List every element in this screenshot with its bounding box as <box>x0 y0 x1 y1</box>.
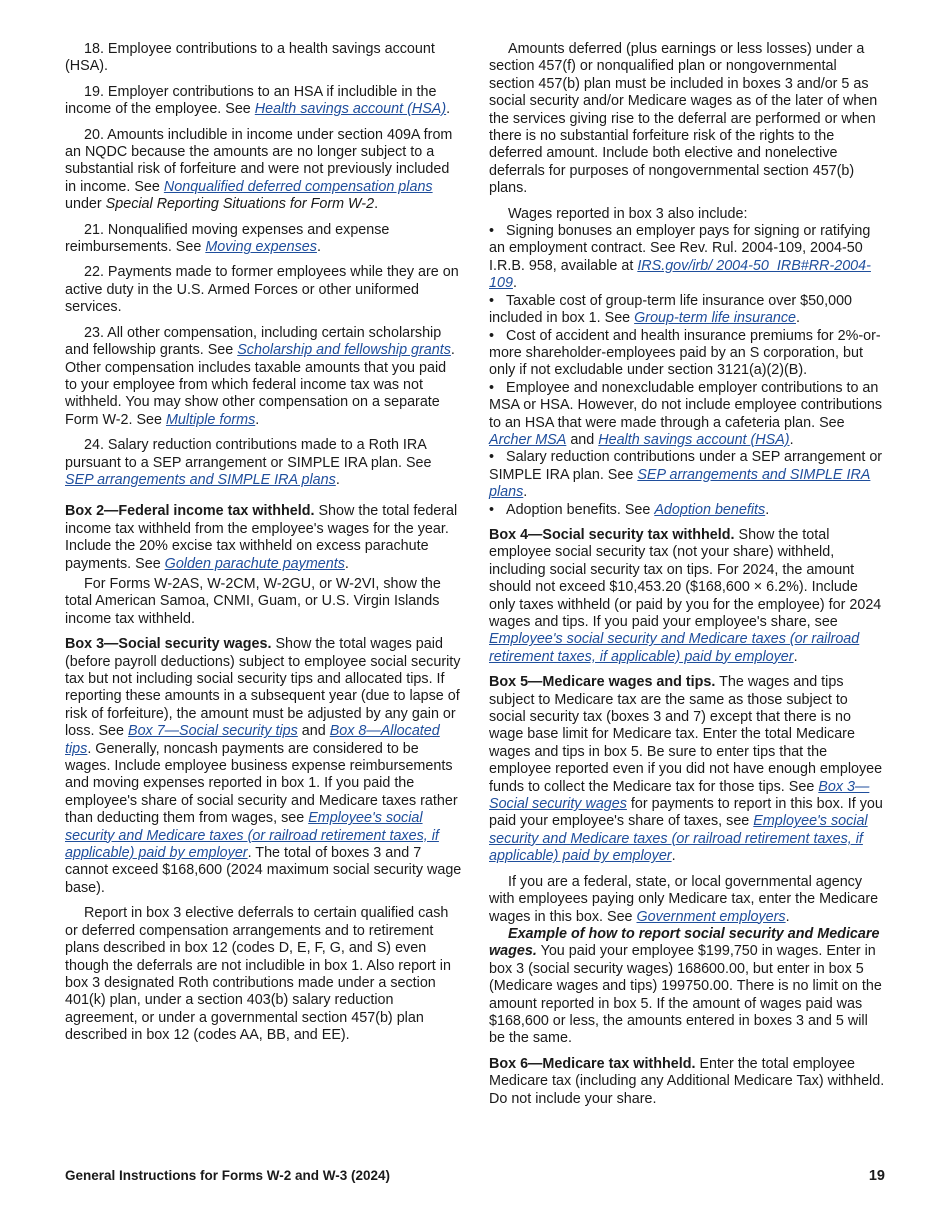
box5-government: If you are a federal, state, or local governmental agency with employees paying only Medicare tax, enter the Medicare wages in this box. See Government employers. <box>489 873 879 925</box>
deferred-amounts-paragraph: Amounts deferred (plus earnings or less losses) under a section 457(f) or nonqualified plan or nongovernmental section 457(b) plan must be included in boxes 3 and/or 5 as social security and/or Medicare wages as of the later of when the services giving rise to the deferral are performed or when there is no substantial forfeiture risk of the rights to the deferred amount. Include both elective and nonelective deferrals for purposes of nongovernmental section 457(b) plans. <box>489 41 878 197</box>
bullet-accident-health: • Cost of accident and health insurance premiums for 2%-or-more shareholder-employees paid by an S corporation, but only if not excludable under section 3121(a)(2)(B). <box>489 327 881 379</box>
link-moving-expenses[interactable]: Moving expenses <box>205 239 317 256</box>
box3-elective-deferrals: Report in box 3 elective deferrals to certain qualified cash or deferred compensation arrangements and to retirement plans described in box 12 (codes D, E, F, G, and S) even though the deferrals are not includible in box 1. Also report in box 3 designated Roth contributions made under a section 401(k) plan, under a section 403(b) salary reduction agreement, or under a governmental section 457(b) plan described in box 12 (codes AA, BB, and EE). <box>65 905 451 1044</box>
box3-section: Box 3—Social security wages. Show the total wages paid (before payroll deductions) subject to employee social security tax but not including social security tips and allocated tips. If reporting these amounts in a subsequent year (due to lapse of risk of forfeiture), the amount must be adjusted by any gain or loss. See Box 7—Social security tips and Box 8—Allocated tips. Generally, noncash payments are considered to be wages. Include employee business expense reimbursements and moving expenses reported in box 1. If you paid the employee's share of social security and Medicare taxes rather than deducting them from wages, see Employee's social security and Medicare taxes (or railroad retirement taxes, if applicable) paid by employer. The total of boxes 3 and 7 cannot exceed $168,600 (2024 maximum social security wage base). <box>65 636 462 896</box>
link-government-employers[interactable]: Government employers <box>636 908 786 925</box>
link-employee-taxes-paid-by-employer-3[interactable]: Employee's social security and Medicare taxes (or railroad retirement taxes, if applicable) paid by employer <box>489 813 868 865</box>
link-employee-taxes-paid-by-employer-2[interactable]: Employee's social security and Medicare taxes (or railroad retirement taxes, if applicable) paid by employer <box>489 631 860 665</box>
bullet-signing-bonuses: • Signing bonuses an employer pays for signing or ratifying an employment contract. See Rev. Rul. 2004-109, 2004-50 I.R.B. 958, available at IRS.gov/irb/ 2004-50_IRB#RR-2004-109. <box>489 223 871 292</box>
link-box7[interactable]: Box 7—Social security tips <box>128 723 298 740</box>
link-sep-simple-ira-2[interactable]: SEP arrangements and SIMPLE IRA plans <box>489 466 871 501</box>
box2-territories: For Forms W-2AS, W-2CM, W-2GU, or W-2VI, show the total American Samoa, CNMI, Guam, or U.S. Virgin Islands income tax withheld. <box>65 575 441 627</box>
item-24: 24. Salary reduction contributions made to a Roth IRA pursuant to a SEP arrangement or SIMPLE IRA plan. See SEP arrangements and SIMPLE IRA plans. <box>65 437 432 488</box>
box2-section: Box 2—Federal income tax withheld. Show the total federal income tax withheld from the employee's wages for the year. Include the 20% excise tax withheld on excess parachute payments. See Golden parachute payments. <box>65 503 458 572</box>
box3-heading: Box 3—Social security wages. <box>65 636 272 653</box>
link-golden-parachute[interactable]: Golden parachute payments <box>164 555 345 572</box>
item-21: 21. Nonqualified moving expenses and expense reimbursements. See Moving expenses. <box>65 221 390 256</box>
item-22: 22. Payments made to former employees while they are on active duty in the U.S. Armed Forces or other uniformed services. <box>65 264 459 316</box>
link-box8[interactable]: Box 8—Allocated tips <box>65 723 440 757</box>
box3-also-include: Wages reported in box 3 also include: <box>508 205 748 222</box>
bullet-icon: • <box>489 327 495 344</box>
bullet-group-term-life: • Taxable cost of group-term life insurance over $50,000 included in box 1. See Group-term life insurance. <box>489 292 853 327</box>
box4-heading: Box 4—Social security tax withheld. <box>489 526 735 543</box>
example-section: Example of how to report social security and Medicare wages. You paid your employee $199,750 in wages. Enter in box 3 (social security wages) 168600.00, but enter in box 5 (Medicare wages and tips) 199750.00. There is no limit on the amount reported in box 5. If the amount of wages paid was $168,600 or less, the amounts entered in boxes 3 and 5 will be the same. <box>489 925 882 1047</box>
left-column <box>65 41 462 1045</box>
link-box3[interactable]: Box 3—Social security wages <box>489 778 870 813</box>
bullet-icon: • <box>489 501 495 518</box>
box5-heading: Box 5—Medicare wages and tips. <box>489 674 716 691</box>
right-column <box>489 41 885 1108</box>
bullet-icon: • <box>489 292 495 309</box>
footer-title: General Instructions for Forms W-2 and W-3 (2024) <box>65 1168 391 1183</box>
box2-heading: Box 2—Federal income tax withheld. <box>65 503 315 520</box>
link-sep-simple-ira[interactable]: SEP arrangements and SIMPLE IRA plans <box>65 471 336 488</box>
bullet-salary-reduction: • Salary reduction contributions under a SEP arrangement or SIMPLE IRA plan. See SEP arrangements and SIMPLE IRA plans. <box>489 449 883 501</box>
box5-section: Box 5—Medicare wages and tips. The wages and tips subject to Medicare tax are the same as those subject to social security tax (boxes 3 and 7) except that there is no wage base limit for Medicare tax. Enter the total Medicare wages and tips in box 5. Be sure to enter tips that the employee reported even if you did not have enough employee funds to collect the Medicare tax for those tips. See Box 3—Social security wages for payments to report in this box. If you paid your employee's share of taxes, see Employee's social security and Medicare taxes (or railroad retirement taxes, if applicable) paid by employer. <box>489 674 883 865</box>
bullet-icon: • <box>489 223 495 240</box>
link-health-savings-account-2[interactable]: Health savings account (HSA) <box>598 431 790 448</box>
box4-section: Box 4—Social security tax withheld. Show the total employee social security tax (not your share) withheld, including social security tax on tips. For 2024, the amount should not exceed $10,453.20 ($168,600 × 6.2%). Include only taxes withheld (or paid by you for the employee) for 2024 wages and tips. If you paid your employee's share, see Employee's social security and Medicare taxes (or railroad retirement taxes, if applicable) paid by employer. <box>489 526 882 665</box>
link-health-savings-account[interactable]: Health savings account (HSA) <box>254 101 447 118</box>
link-employee-taxes-paid-by-employer[interactable]: Employee's social security and Medicare taxes (or railroad retirement taxes, if applicable) paid by employer <box>65 810 439 862</box>
link-nonqualified-deferred-compensation[interactable]: Nonqualified deferred compensation plans <box>163 178 433 195</box>
link-adoption-benefits[interactable]: Adoption benefits <box>654 501 766 518</box>
link-irs-irb[interactable]: IRS.gov/irb/ 2004-50_IRB#RR-2004-109 <box>489 257 871 292</box>
item-20: 20. Amounts includible in income under section 409A from an NQDC because the amounts are no longer subject to a substantial risk of forfeiture and were not previously included in income. See Nonqualified deferred compensation plans under Special Reporting Situations for Form W-2. <box>65 126 453 213</box>
box6-heading: Box 6—Medicare tax withheld. <box>489 1055 696 1072</box>
bullet-adoption: • Adoption benefits. See Adoption benefits. <box>489 501 770 518</box>
link-multiple-forms[interactable]: Multiple forms <box>165 411 256 428</box>
box6-section: Box 6—Medicare tax withheld. Enter the total employee Medicare tax (including any Additional Medicare Tax) withheld. Do not include your share. <box>489 1055 885 1107</box>
link-archer-msa[interactable]: Archer MSA <box>489 431 567 448</box>
link-scholarship-grants[interactable]: Scholarship and fellowship grants <box>237 342 451 359</box>
page-footer <box>65 1168 885 1183</box>
link-group-term-life[interactable]: Group-term life insurance <box>634 310 796 327</box>
page-number: 19 <box>868 1168 885 1184</box>
example-heading: Example of how to report social security and Medicare wages. <box>489 925 880 960</box>
item-19: 19. Employer contributions to an HSA if includible in the income of the employee. See Health savings account (HSA). <box>65 83 451 118</box>
item-18: 18. Employee contributions to a health savings account (HSA). <box>65 41 435 75</box>
item-23: 23. All other compensation, including certain scholarship and fellowship grants. See Scholarship and fellowship grants. Other compensation includes taxable amounts that you paid to your employee from which federal income tax was not withheld. You may show other compensation on a separate Form W-2. See Multiple forms. <box>65 324 455 428</box>
bullet-icon: • <box>489 449 495 466</box>
bullet-icon: • <box>489 379 495 396</box>
bullet-msa-hsa: • Employee and nonexcludable employer contributions to an MSA or HSA. However, do not include employee contributions to an HSA that were made through a cafeteria plan. See Archer MSA and Health savings account (HSA). <box>489 379 883 448</box>
